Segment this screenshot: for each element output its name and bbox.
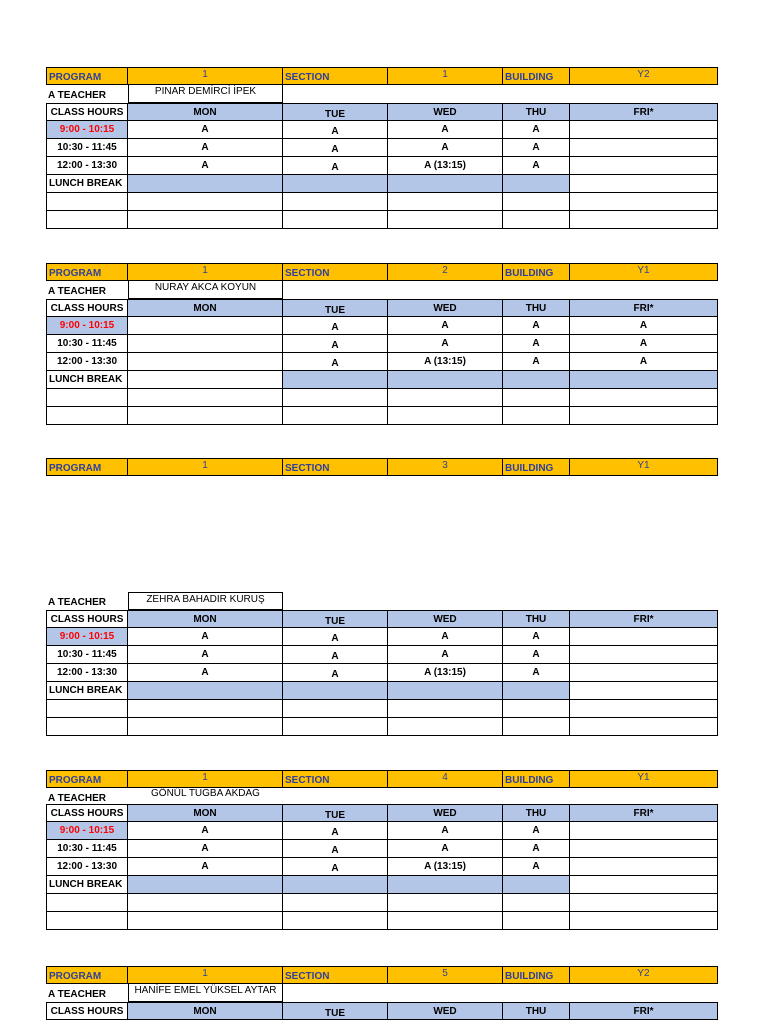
table-cell: A	[388, 317, 503, 335]
table-cell: A	[570, 353, 718, 371]
day-header-tue: TUE	[283, 103, 388, 121]
time-slot: 12:00 - 13:30	[46, 157, 128, 175]
table-cell	[570, 646, 718, 664]
teacher-row	[46, 281, 718, 299]
lunch-row	[46, 175, 718, 193]
building-label: BUILDING	[503, 966, 570, 984]
table-cell: A (13:15)	[388, 353, 503, 371]
table-cell: A	[570, 335, 718, 353]
teacher-row	[46, 984, 718, 1002]
teacher-label: A TEACHER	[48, 286, 106, 297]
schedule-block-3-header	[46, 458, 718, 476]
time-slot: 10:30 - 11:45	[46, 646, 128, 664]
lunch-row	[46, 682, 718, 700]
day-header-fri: FRI*	[570, 1002, 718, 1020]
day-header-wed: WED	[388, 610, 503, 628]
program-bar	[46, 263, 718, 281]
empty-row	[46, 912, 718, 930]
table-cell: A	[503, 840, 570, 858]
day-header-fri: FRI*	[570, 299, 718, 317]
table-cell: A	[283, 335, 388, 353]
day-header-thu: THU	[503, 804, 570, 822]
table-row	[46, 121, 718, 139]
day-header-wed: WED	[388, 804, 503, 822]
teacher-name: ZEHRA BAHADIR KURUŞ	[128, 592, 283, 610]
table-cell: A	[503, 646, 570, 664]
day-header-fri: FRI*	[570, 103, 718, 121]
section-value: 3	[388, 458, 503, 476]
class-hours-header: CLASS HOURS	[46, 103, 128, 121]
table-cell: A	[128, 822, 283, 840]
day-header-row	[46, 103, 718, 121]
building-label: BUILDING	[503, 263, 570, 281]
day-header-mon: MON	[128, 610, 283, 628]
program-label: PROGRAM	[46, 770, 128, 788]
program-value: 1	[128, 770, 283, 788]
program-value: 1	[128, 67, 283, 85]
building-value: Y1	[570, 263, 718, 281]
table-cell: A	[283, 628, 388, 646]
program-value: 1	[128, 966, 283, 984]
day-header-wed: WED	[388, 299, 503, 317]
teacher-label: A TEACHER	[48, 793, 106, 804]
day-header-mon: MON	[128, 103, 283, 121]
day-header-thu: THU	[503, 610, 570, 628]
table-cell: A	[503, 121, 570, 139]
empty-row	[46, 193, 718, 211]
day-header-fri: FRI*	[570, 804, 718, 822]
table-cell: A	[128, 628, 283, 646]
table-cell: A	[283, 840, 388, 858]
table-row	[46, 317, 718, 335]
time-slot: 9:00 - 10:15	[46, 317, 128, 335]
schedule-block-3	[46, 592, 718, 736]
table-cell	[570, 139, 718, 157]
lunch-row	[46, 371, 718, 389]
day-header-tue: TUE	[283, 1002, 388, 1020]
table-row	[46, 157, 718, 175]
time-slot: 12:00 - 13:30	[46, 353, 128, 371]
building-value: Y2	[570, 966, 718, 984]
table-cell: A	[128, 121, 283, 139]
table-cell: A	[128, 139, 283, 157]
schedule-block-2	[46, 263, 718, 425]
table-cell: A	[283, 317, 388, 335]
program-value: 1	[128, 263, 283, 281]
table-cell: A	[283, 157, 388, 175]
teacher-row	[46, 85, 718, 103]
table-cell: A	[503, 822, 570, 840]
table-cell	[570, 840, 718, 858]
table-cell: A	[388, 335, 503, 353]
teacher-name: NURAY AKCA KOYUN	[128, 281, 283, 299]
table-row	[46, 628, 718, 646]
table-cell: A	[283, 664, 388, 682]
section-value: 2	[388, 263, 503, 281]
day-header-row	[46, 299, 718, 317]
day-header-row	[46, 610, 718, 628]
table-cell: A	[128, 858, 283, 876]
lunch-label: LUNCH BREAK	[46, 175, 128, 193]
table-cell: A	[283, 822, 388, 840]
day-header-fri: FRI*	[570, 610, 718, 628]
table-cell: A	[503, 628, 570, 646]
class-hours-header: CLASS HOURS	[46, 804, 128, 822]
day-header-tue: TUE	[283, 804, 388, 822]
table-cell	[128, 317, 283, 335]
time-slot: 9:00 - 10:15	[46, 628, 128, 646]
program-bar	[46, 966, 718, 984]
table-cell: A	[388, 646, 503, 664]
day-header-thu: THU	[503, 1002, 570, 1020]
day-header-thu: THU	[503, 299, 570, 317]
building-label: BUILDING	[503, 67, 570, 85]
table-cell	[570, 822, 718, 840]
day-header-row	[46, 804, 718, 822]
class-hours-header: CLASS HOURS	[46, 610, 128, 628]
table-cell: A	[128, 840, 283, 858]
table-cell: A (13:15)	[388, 858, 503, 876]
teacher-label: A TEACHER	[48, 989, 106, 1000]
schedule-block-1	[46, 67, 718, 229]
table-cell	[570, 628, 718, 646]
table-row	[46, 858, 718, 876]
table-cell: A	[570, 317, 718, 335]
table-cell: A	[283, 139, 388, 157]
day-header-tue: TUE	[283, 610, 388, 628]
day-header-mon: MON	[128, 804, 283, 822]
table-row	[46, 664, 718, 682]
program-label: PROGRAM	[46, 67, 128, 85]
section-label: SECTION	[283, 966, 388, 984]
day-header-mon: MON	[128, 1002, 283, 1020]
program-bar	[46, 458, 718, 476]
class-hours-header: CLASS HOURS	[46, 299, 128, 317]
table-cell: A	[283, 646, 388, 664]
building-value: Y1	[570, 458, 718, 476]
time-slot: 12:00 - 13:30	[46, 664, 128, 682]
table-cell: A	[128, 157, 283, 175]
table-cell	[570, 121, 718, 139]
section-value: 5	[388, 966, 503, 984]
empty-row	[46, 700, 718, 718]
table-cell	[570, 157, 718, 175]
schedule-block-5	[46, 966, 718, 1020]
table-cell	[128, 353, 283, 371]
time-slot: 12:00 - 13:30	[46, 858, 128, 876]
empty-row	[46, 718, 718, 736]
section-label: SECTION	[283, 263, 388, 281]
program-bar	[46, 770, 718, 788]
table-cell: A	[283, 858, 388, 876]
section-value: 4	[388, 770, 503, 788]
table-cell: A	[283, 353, 388, 371]
table-cell: A	[388, 121, 503, 139]
table-row	[46, 335, 718, 353]
time-slot: 9:00 - 10:15	[46, 121, 128, 139]
table-cell: A	[128, 664, 283, 682]
teacher-label: A TEACHER	[48, 90, 106, 101]
program-label: PROGRAM	[46, 263, 128, 281]
table-row	[46, 822, 718, 840]
table-cell	[128, 335, 283, 353]
building-label: BUILDING	[503, 458, 570, 476]
teacher-row	[46, 788, 718, 804]
table-row	[46, 353, 718, 371]
section-value: 1	[388, 67, 503, 85]
empty-row	[46, 211, 718, 229]
lunch-label: LUNCH BREAK	[46, 371, 128, 389]
day-header-wed: WED	[388, 103, 503, 121]
table-cell: A	[388, 822, 503, 840]
time-slot: 9:00 - 10:15	[46, 822, 128, 840]
building-value: Y1	[570, 770, 718, 788]
time-slot: 10:30 - 11:45	[46, 139, 128, 157]
teacher-name: HANİFE EMEL YÜKSEL AYTAR	[128, 984, 283, 1002]
table-cell: A	[283, 121, 388, 139]
time-slot: 10:30 - 11:45	[46, 335, 128, 353]
table-row	[46, 840, 718, 858]
teacher-label: A TEACHER	[48, 597, 106, 608]
class-hours-header: CLASS HOURS	[46, 1002, 128, 1020]
table-row	[46, 646, 718, 664]
table-cell: A (13:15)	[388, 664, 503, 682]
day-header-wed: WED	[388, 1002, 503, 1020]
day-header-thu: THU	[503, 103, 570, 121]
section-label: SECTION	[283, 770, 388, 788]
table-cell: A	[503, 139, 570, 157]
empty-row	[46, 389, 718, 407]
building-value: Y2	[570, 67, 718, 85]
table-cell	[570, 858, 718, 876]
table-row	[46, 139, 718, 157]
section-label: SECTION	[283, 67, 388, 85]
table-cell: A	[503, 353, 570, 371]
day-header-tue: TUE	[283, 299, 388, 317]
teacher-name: PINAR DEMİRCİ İPEK	[128, 85, 283, 103]
program-label: PROGRAM	[46, 458, 128, 476]
lunch-label: LUNCH BREAK	[46, 682, 128, 700]
teacher-row	[46, 592, 718, 610]
program-bar	[46, 67, 718, 85]
teacher-name: GÖNÜL TUĞBA AKDAĞ	[151, 788, 260, 799]
day-header-mon: MON	[128, 299, 283, 317]
schedule-block-4	[46, 770, 718, 930]
program-value: 1	[128, 458, 283, 476]
table-cell: A	[503, 335, 570, 353]
table-cell: A	[388, 628, 503, 646]
table-cell: A	[128, 646, 283, 664]
table-cell: A	[503, 858, 570, 876]
empty-row	[46, 894, 718, 912]
table-cell: A (13:15)	[388, 157, 503, 175]
day-header-row	[46, 1002, 718, 1020]
building-label: BUILDING	[503, 770, 570, 788]
empty-row	[46, 407, 718, 425]
table-cell: A	[503, 157, 570, 175]
table-cell: A	[503, 664, 570, 682]
lunch-label: LUNCH BREAK	[46, 876, 128, 894]
table-cell	[570, 664, 718, 682]
time-slot: 10:30 - 11:45	[46, 840, 128, 858]
section-label: SECTION	[283, 458, 388, 476]
table-cell: A	[388, 840, 503, 858]
lunch-row	[46, 876, 718, 894]
table-cell: A	[503, 317, 570, 335]
table-cell: A	[388, 139, 503, 157]
program-label: PROGRAM	[46, 966, 128, 984]
